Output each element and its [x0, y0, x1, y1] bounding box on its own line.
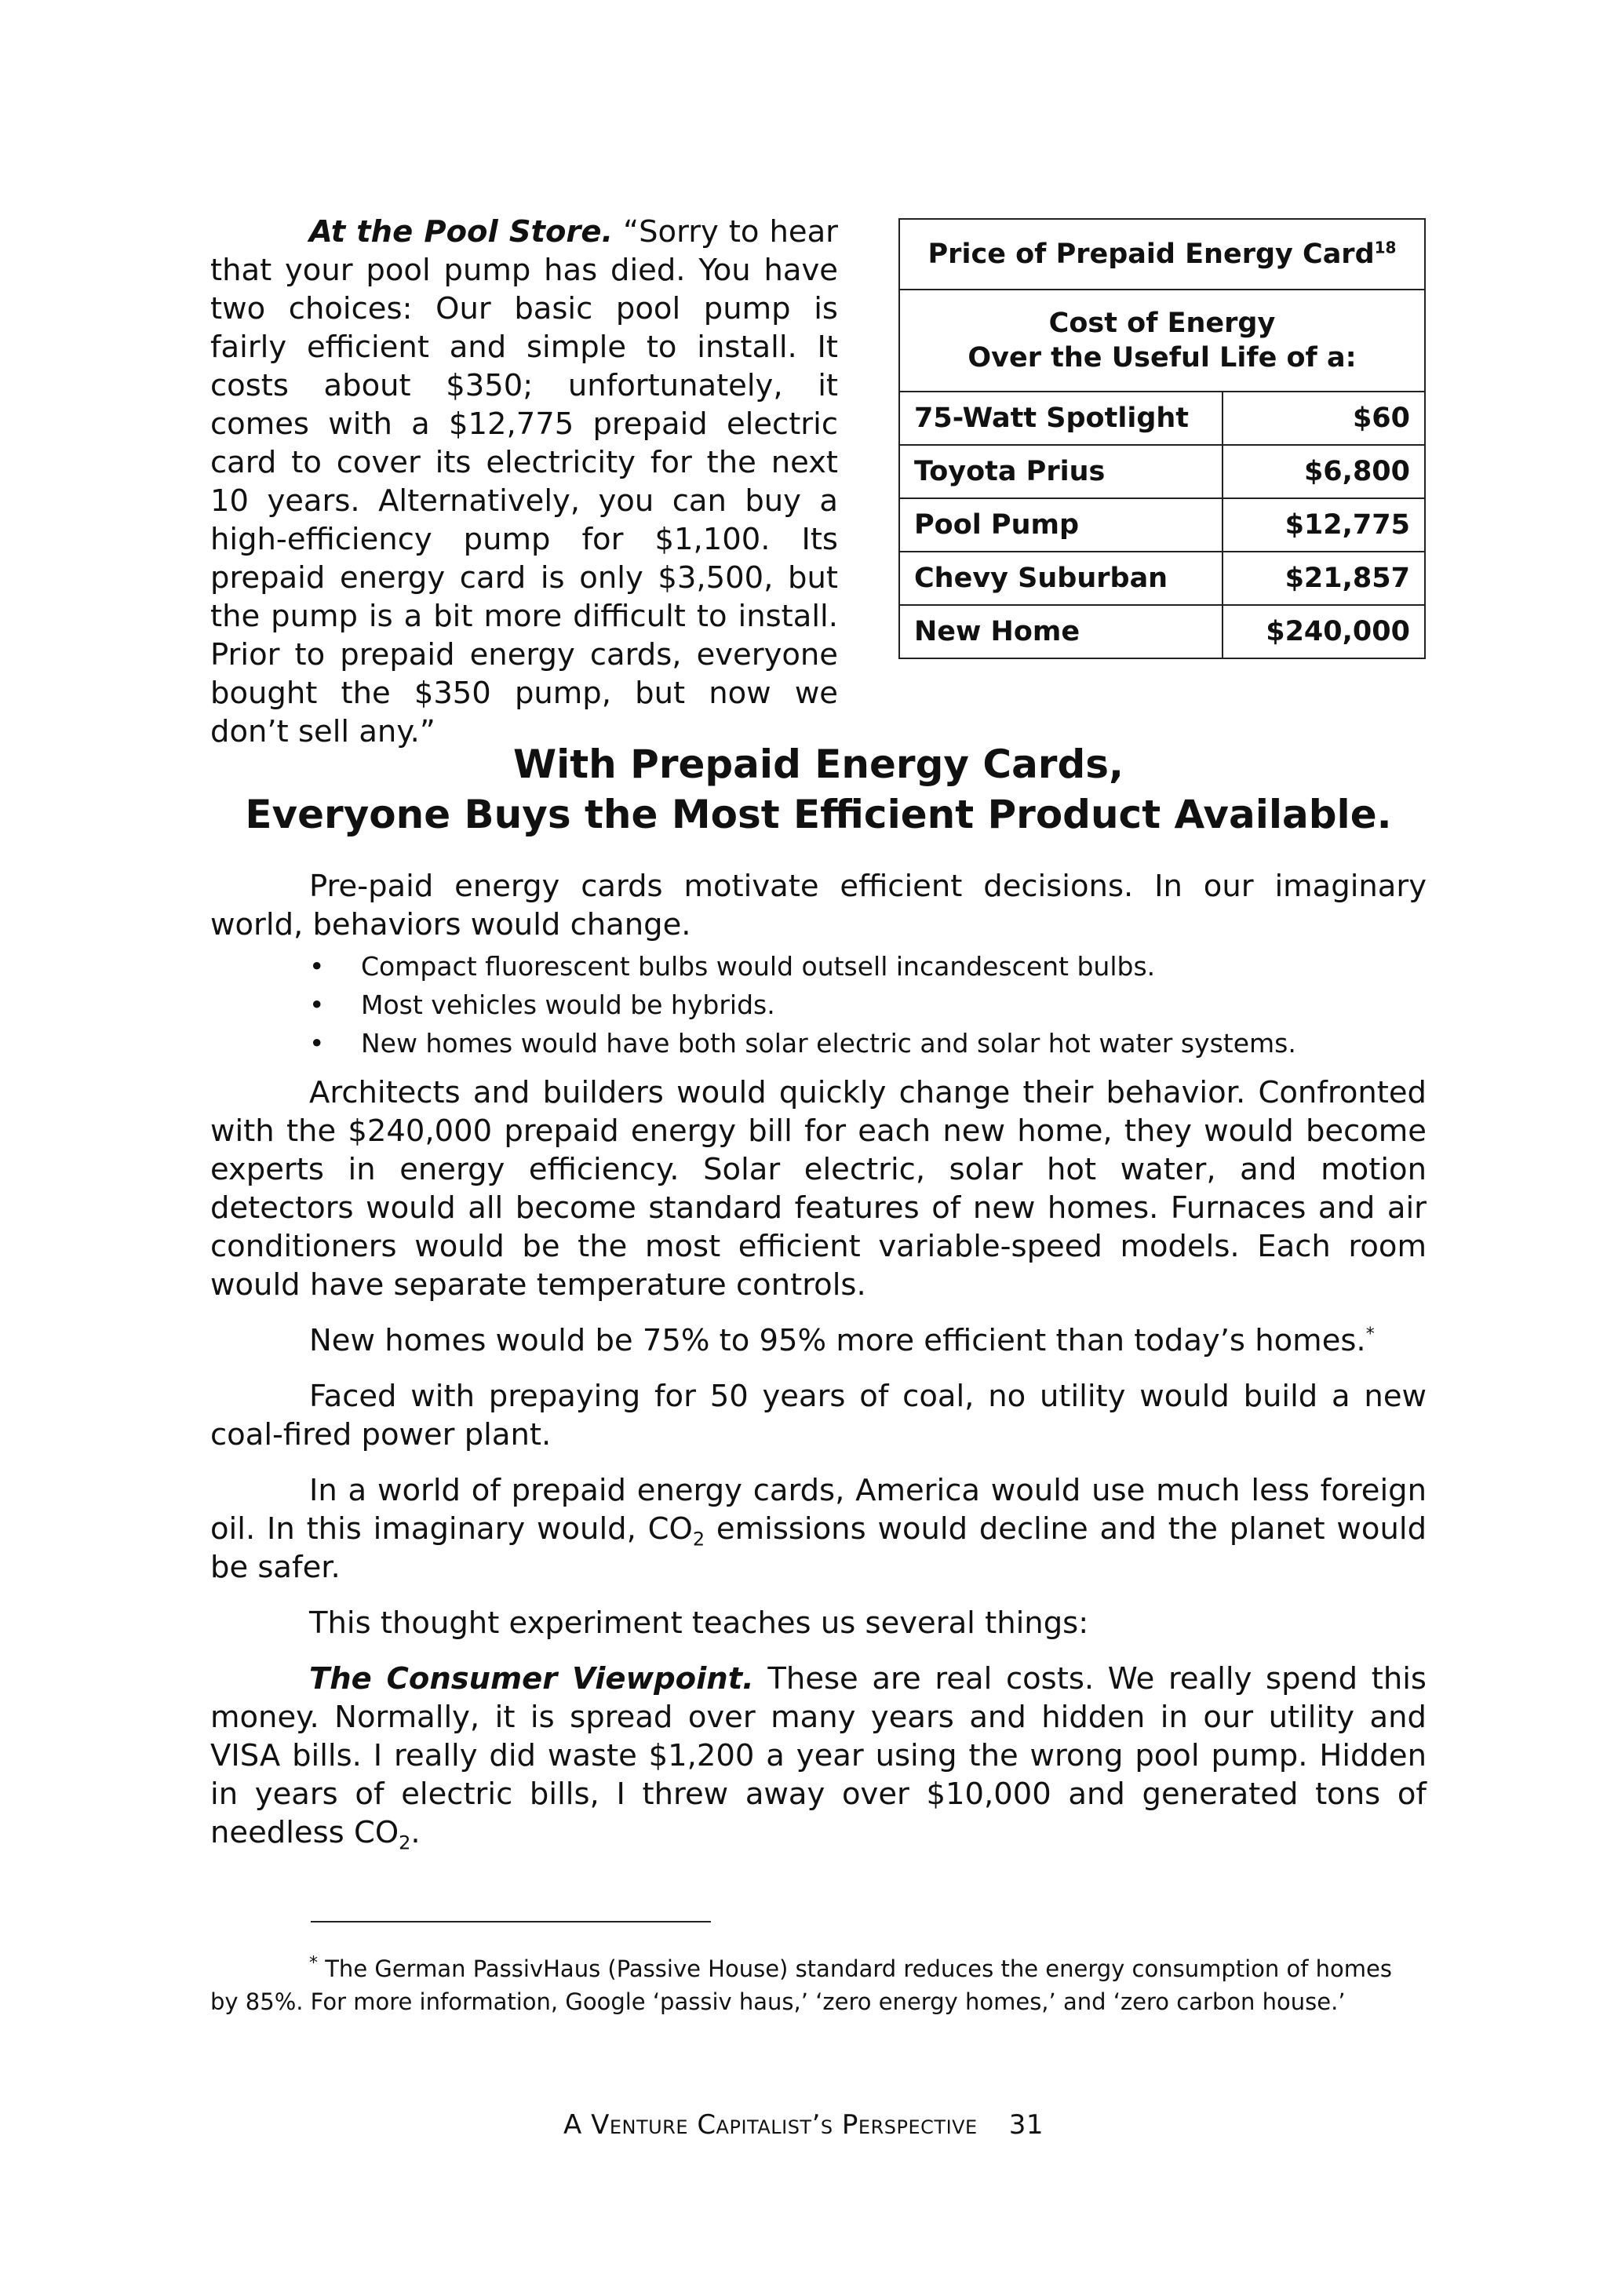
table-value: $12,775: [1223, 498, 1425, 552]
table-row: [899, 605, 1425, 658]
paragraph: Pre-paid energy cards motivate efficient decisions. In our imaginary world, behaviors would change.: [210, 869, 1427, 942]
table-value: $240,000: [1223, 605, 1425, 658]
table-row: [899, 392, 1425, 445]
footnote-divider: [311, 1921, 711, 1922]
table-value: $21,857: [1223, 552, 1425, 605]
table-item: 75-Watt Spotlight: [899, 392, 1223, 445]
list-item: • New homes would have both solar electric and solar hot water systems.: [210, 1024, 1427, 1062]
table-item: Toyota Prius: [899, 445, 1223, 498]
paragraph: Architects and builders would quickly change their behavior. Confronted with the $240,000 prepaid energy bill for each new home, they would become experts in energy efficiency. Solar electric, solar hot water, and motion detectors would all become standard features of new homes. Furnaces and air conditioners would be the most efficient variable-speed models. Each room would have separate temperature controls.: [210, 1075, 1427, 1303]
paragraph: New homes would be 75% to 95% more efficient than today’s homes.*: [309, 1323, 1375, 1358]
table-title-footnote-ref: 18: [1374, 238, 1397, 257]
table-title: Price of Prepaid Energy Card$^{18}$: [899, 219, 1425, 290]
paragraph: The Consumer Viewpoint. These are real costs. We really spend this money. Normally, it is spread over many years and hidden in our utility and VISA bills. I really did waste $1,200 a year using the wrong pool pump. Hidden in years of electric bills, I threw away over $10,000 and generated tons of needless $CO_2$.: [210, 1661, 1427, 1854]
intro-text: “Sorry to hear that your pool pump has died. You have two choices: Our basic pool pump is fairly efficient and simple to install. It costs about $350; unfortunately, it comes with a $12,775 prepaid electric card to cover its electricity for the next 10 years. Alternatively, you can buy a high-efficiency pump for $1,100. Its prepaid energy card is only $3,500, but the pump is a bit more difficult to install. Prior to prepaid energy cards, everyone bought the $350 pump, but now we don’t sell any.”: [210, 214, 838, 749]
main-text: [210, 867, 1427, 1852]
paragraph: This thought experiment teaches us several things:: [309, 1605, 1089, 1641]
table-row: [899, 552, 1425, 605]
list-item: • Compact fluorescent bulbs would outsell incandescent bulbs.: [210, 947, 1427, 986]
footnote-text: The German PassivHaus (Passive House) standard reduces the energy consumption of homes by 85%. For more information, Google ‘passiv haus,’ ‘zero energy homes,’ and ‘zero carbon house.’: [210, 1955, 1393, 2015]
footnote-ref: *: [1365, 1325, 1375, 1345]
table-row: [899, 498, 1425, 552]
table-item: Pool Pump: [899, 498, 1223, 552]
paragraph: In a world of prepaid energy cards, America would use much less foreign oil. In this imaginary would, $CO_2$ emissions would decline and the planet would be safer.: [210, 1473, 1427, 1585]
table-value: $60: [1223, 392, 1425, 445]
prepaid-energy-card-table: [898, 218, 1426, 659]
page-number: 31: [1008, 2109, 1044, 2141]
paragraph: Faced with prepaying for 50 years of coal, no utility would build a new coal-fired power plant.: [210, 1379, 1427, 1452]
table-row: [899, 445, 1425, 498]
table-header: Cost of Energy Over the Useful Life of a:: [899, 290, 1425, 392]
table-item: New Home: [899, 605, 1223, 658]
table-value: $6,800: [1223, 445, 1425, 498]
footnote: [210, 1952, 1427, 2018]
page-footer: [0, 2109, 1607, 2141]
section-headline: With Prepaid Energy Cards, Everyone Buys the Most Efficient Product Available.: [245, 742, 1392, 837]
paragraph-lead: The Consumer Viewpoint.: [309, 1661, 754, 1696]
intro-lead: At the Pool Store.: [309, 214, 614, 250]
list-item: • Most vehicles would be hybrids.: [210, 986, 1427, 1024]
footnote-mark: *: [309, 1953, 318, 1973]
bullet-list: [210, 947, 1427, 1062]
running-title: A Venture Capitalist’s Perspective: [563, 2109, 978, 2141]
table-item: Chevy Suburban: [899, 552, 1223, 605]
intro-paragraph: [210, 213, 838, 751]
